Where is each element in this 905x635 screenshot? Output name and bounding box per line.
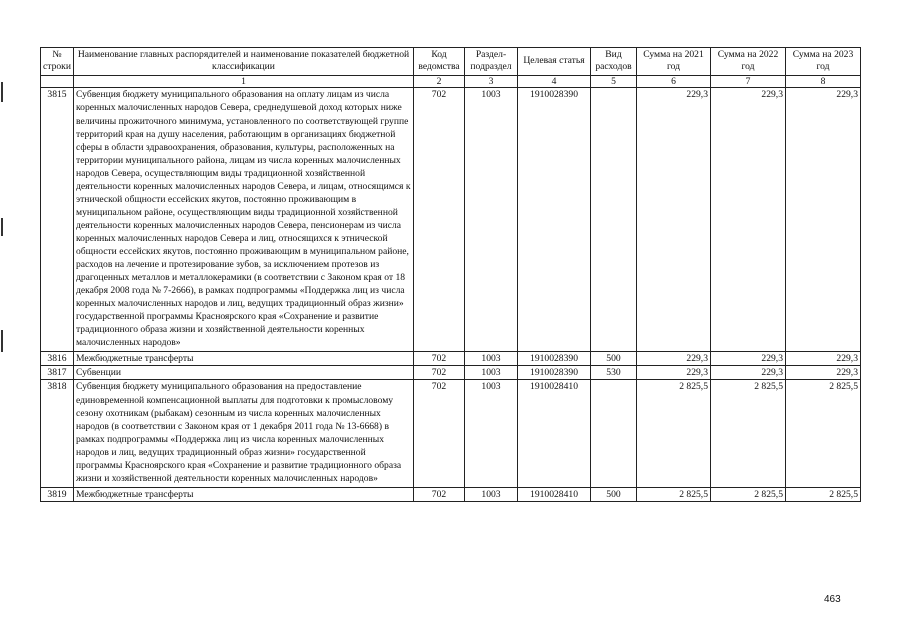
- row-target-article: 1910028410: [518, 380, 591, 487]
- row-dept-code: 702: [414, 366, 465, 380]
- row-section: 1003: [465, 88, 518, 352]
- row-name: Межбюджетные трансферты: [74, 487, 414, 501]
- header-target-article: Целевая статья: [518, 48, 591, 76]
- row-name: Межбюджетные трансферты: [74, 352, 414, 366]
- row-sum-2022: 229,3: [711, 88, 786, 352]
- row-sum-2022: 2 825,5: [711, 380, 786, 487]
- row-sum-2021: 229,3: [637, 88, 711, 352]
- row-number: 3815: [41, 88, 74, 352]
- header-row: [41, 48, 861, 76]
- column-number-cell: [41, 75, 74, 88]
- budget-table: [40, 47, 861, 502]
- row-expense-type: [591, 88, 637, 352]
- column-number-cell: 1: [74, 75, 414, 88]
- row-section: 1003: [465, 366, 518, 380]
- row-sum-2023: 229,3: [786, 88, 861, 352]
- page-number: 463: [824, 594, 841, 605]
- column-number-cell: 8: [786, 75, 861, 88]
- row-expense-type: [591, 380, 637, 487]
- row-number: 3819: [41, 487, 74, 501]
- table-row: [41, 352, 861, 366]
- row-sum-2021: 229,3: [637, 366, 711, 380]
- row-sum-2023: 229,3: [786, 366, 861, 380]
- row-sum-2023: 2 825,5: [786, 487, 861, 501]
- table-row: [41, 88, 861, 352]
- column-number-cell: 3: [465, 75, 518, 88]
- row-dept-code: 702: [414, 88, 465, 352]
- table-row: [41, 380, 861, 487]
- row-number: 3817: [41, 366, 74, 380]
- row-expense-type: 500: [591, 352, 637, 366]
- header-expense-type: Вид расходов: [591, 48, 637, 76]
- row-section: 1003: [465, 487, 518, 501]
- row-expense-type: 500: [591, 487, 637, 501]
- row-section: 1003: [465, 352, 518, 366]
- column-number-cell: 2: [414, 75, 465, 88]
- row-sum-2022: 229,3: [711, 366, 786, 380]
- row-target-article: 1910028390: [518, 366, 591, 380]
- column-number-cell: 4: [518, 75, 591, 88]
- header-sum-2021: Сумма на 2021 год: [637, 48, 711, 76]
- header-section: Раздел-подраздел: [465, 48, 518, 76]
- column-number-row: [41, 75, 861, 88]
- row-section: 1003: [465, 380, 518, 487]
- row-name: Субвенция бюджету муниципального образования на предоставление единовременной компенсационной выплаты для подготовки к промысловому сезону охотникам (рыбакам) сезонным из числа коренных малочисленных народов (в соответствии с Законом края от 1 декабря 2011 года № 13-6668) в рамках подпрограммы «Поддержка лиц из числа коренных малочисленных народов и лиц, ведущих традиционный образ жизни» государственной программы Красноярского края «Сохранение и развитие традиционного образа жизни и хозяйственной деятельности коренных малочисленных народов»: [74, 380, 414, 487]
- row-sum-2022: 229,3: [711, 352, 786, 366]
- scan-edge-mark: [1, 82, 3, 102]
- table-row: [41, 487, 861, 501]
- row-number: 3818: [41, 380, 74, 487]
- row-sum-2023: 2 825,5: [786, 380, 861, 487]
- row-dept-code: 702: [414, 380, 465, 487]
- scan-edge-mark: [1, 218, 3, 236]
- row-dept-code: 702: [414, 487, 465, 501]
- row-target-article: 1910028390: [518, 88, 591, 352]
- row-sum-2021: 229,3: [637, 352, 711, 366]
- row-sum-2022: 2 825,5: [711, 487, 786, 501]
- column-number-cell: 5: [591, 75, 637, 88]
- row-sum-2021: 2 825,5: [637, 487, 711, 501]
- row-name: Субвенции: [74, 366, 414, 380]
- header-name: Наименование главных распорядителей и наименование показателей бюджетной классификации: [74, 48, 414, 76]
- row-target-article: 1910028390: [518, 352, 591, 366]
- column-number-cell: 6: [637, 75, 711, 88]
- header-dept-code: Код ведомства: [414, 48, 465, 76]
- row-target-article: 1910028410: [518, 487, 591, 501]
- header-sum-2023: Сумма на 2023 год: [786, 48, 861, 76]
- row-name: Субвенция бюджету муниципального образования на оплату лицам из числа коренных малочисленных народов Севера, среднедушевой доход которых ниже величины прожиточного минимума, установленного по соответствующей группе территорий края на душу населения, работающим в организациях бюджетной сферы в области здравоохранения, образования, культуры, расположенных на территории муниципального района, лицам из числа коренных малочисленных народов Севера, осуществляющим виды традиционной хозяйственной деятельности коренных малочисленных народов Севера, и лицам, относящимся к этнической общности ессейских якутов, постоянно проживающим в муниципальном районе, осуществляющим виды традиционной хозяйственной деятельности коренных малочисленных народов Севера, пенсионерам из числа коренных малочисленных народов Севера и лиц, относящихся к этнической общности ессейских якутов, постоянно проживающим в муниципальном районе, расходов на лечение и протезирование зубов, за исключением протезов из драгоценных металлов и металлокерамики (в соответствии с Законом края от 18 декабря 2008 года № 7-2666), в рамках подпрограммы «Поддержка лиц из числа коренных малочисленных народов и лиц, ведущих традиционный образ жизни» государственной программы Красноярского края «Сохранение и развитие традиционного образа жизни и хозяйственной деятельности коренных малочисленных народов»: [74, 88, 414, 352]
- row-dept-code: 702: [414, 352, 465, 366]
- row-sum-2021: 2 825,5: [637, 380, 711, 487]
- row-number: 3816: [41, 352, 74, 366]
- scan-edge-mark: [1, 330, 3, 352]
- header-row-number: № строки: [41, 48, 74, 76]
- row-expense-type: 530: [591, 366, 637, 380]
- table-row: [41, 366, 861, 380]
- row-sum-2023: 229,3: [786, 352, 861, 366]
- column-number-cell: 7: [711, 75, 786, 88]
- header-sum-2022: Сумма на 2022 год: [711, 48, 786, 76]
